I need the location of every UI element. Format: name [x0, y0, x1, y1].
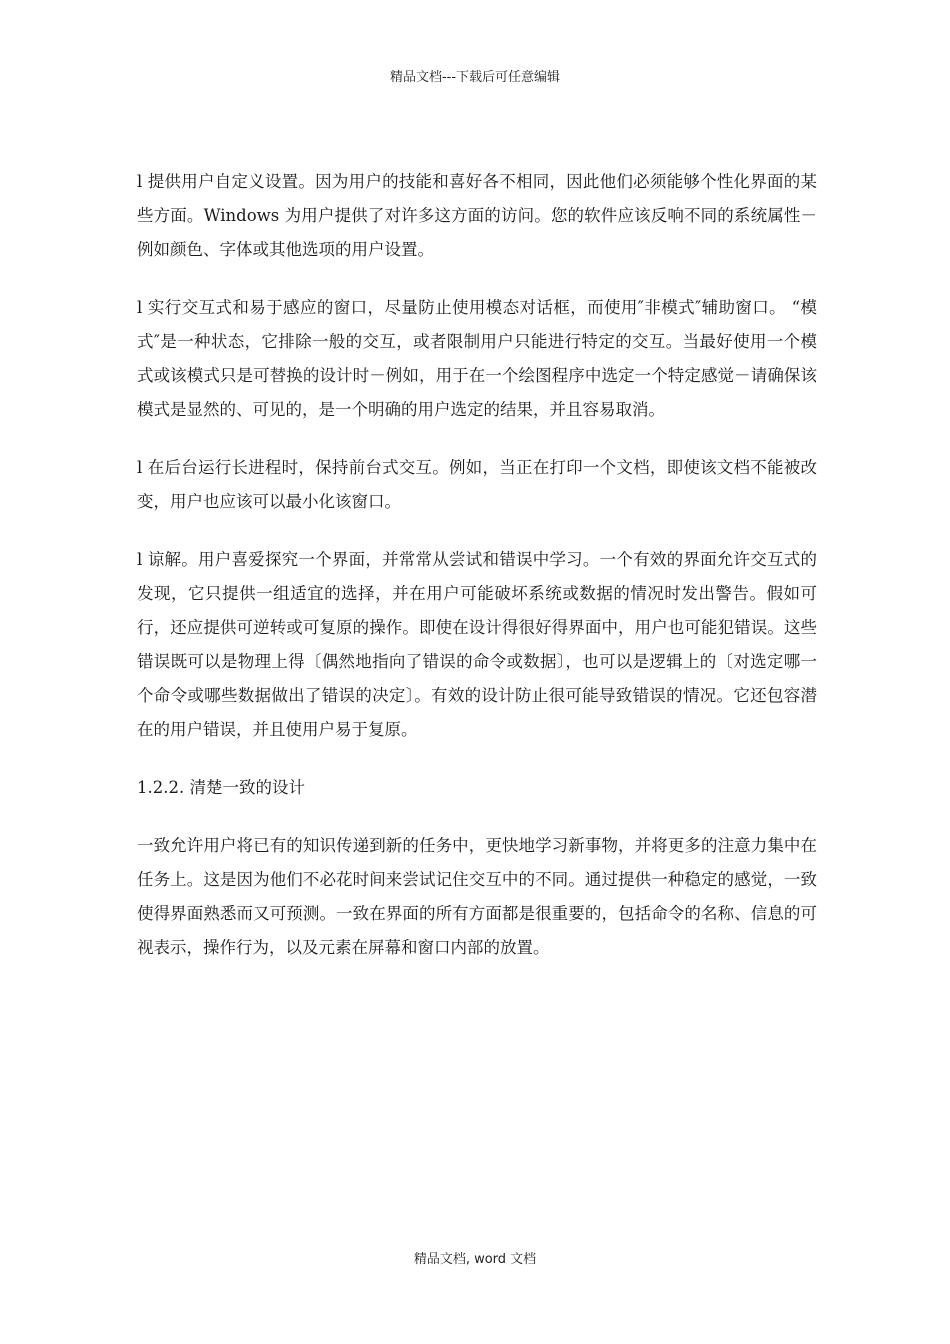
document-body: [137, 165, 817, 989]
paragraph-background-process: l 在后台运行长进程时，保持前台式交互。例如，当正在打印一个文档，即使该文档不能被改变，用户也应该可以最小化该窗口。: [137, 458, 817, 511]
paragraph-forgiveness: l 谅解。用户喜爱探究一个界面，并常常从尝试和错误中学习。一个有效的界面允许交互式的发现，它只提供一组适宜的选择，并在用户可能破坏系统或数据的情况时发出警告。假如可行，还应提供可逆转或可复原的操作。即使在设计得很好得界面中，用户也可能犯错误。这些错误既可以是物理上得〔偶然地指向了错误的命令或数据〕，也可以是逻辑上的〔对选定哪一个命令或哪些数据做出了错误的决定〕。有效的设计防止很可能导致错误的情况。它还包容潜在的用户错误，并且使用户易于复原。: [137, 550, 817, 739]
section-heading: 1.2.2. 清楚一致的设计: [137, 778, 305, 797]
page-footer: 精品文档, word 文档: [413, 1252, 537, 1267]
page-header: 精品文档---下载后可任意编辑: [389, 70, 561, 85]
paragraph-custom-settings: l 提供用户自定义设置。因为用户的技能和喜好各不相同，因此他们必须能够个性化界面的某些方面。Windows 为用户提供了对许多这方面的访问。您的软件应该反响不同的系统属性－例如颜色、字体或其他选项的用户设置。: [137, 172, 817, 259]
paragraph-consistency: 一致允许用户将已有的知识传递到新的任务中，更快地学习新事物，并将更多的注意力集中在任务上。这是因为他们不必花时间来尝试记住交互中的不同。通过提供一种稳定的感觉，一致使得界面熟悉而又可预测。一致在界面的所有方面都是很重要的，包括命令的名称、信息的可视表示，操作行为，以及元素在屏幕和窗口内部的放置。: [137, 836, 817, 957]
paragraph-interactive-windows: l 实行交互式和易于感应的窗口，尽量防止使用模态对话框，而使用″非模式″辅助窗口。 “模式″是一种状态，它排除一般的交互，或者限制用户只能进行特定的交互。当最好使用一个模式或该模式只是可替换的设计时－例如，用于在一个绘图程序中选定一个特定感觉－请确保该模式是显然的、可见的，是一个明确的用户选定的结果，并且容易取消。: [137, 298, 817, 419]
